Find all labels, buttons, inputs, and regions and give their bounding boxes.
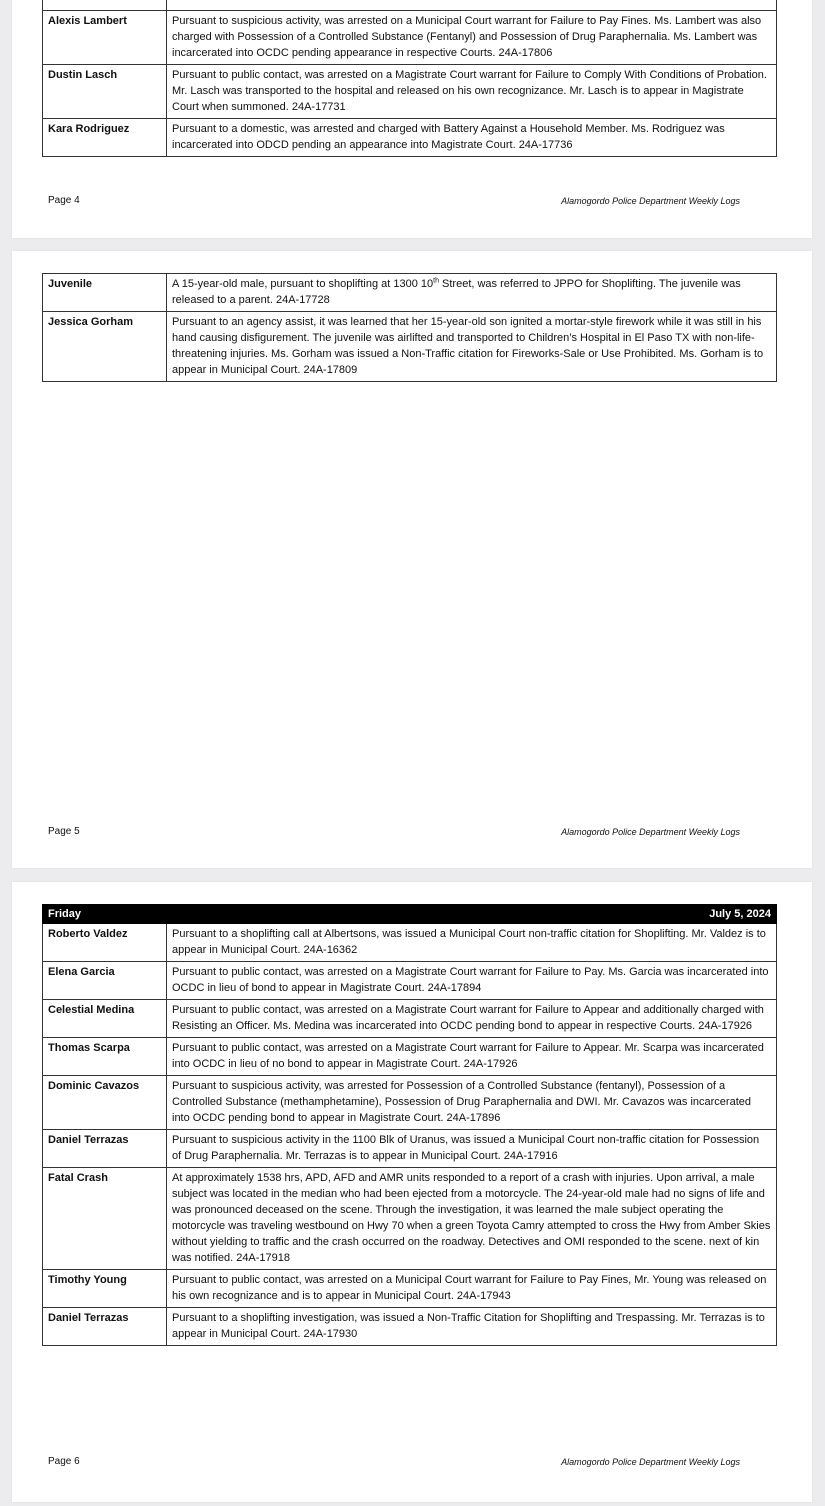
entry-description: Pursuant to public contact, was arrested on a Magistrate Court warrant for Failure to Comply With Conditions of Probation. Mr. Lasch was transported to the hospital and released on his own recognizance. Mr. Lasch is to appear in Magistrate Court when summoned. 24A-17731	[167, 65, 777, 119]
date-label: July 5, 2024	[167, 905, 777, 924]
entry-name: Fatal Crash	[43, 1168, 167, 1270]
entry-description: Pursuant to a shoplifting investigation, was issued a Non-Traffic Citation for Shoplifting and Trespassing. Mr. Terrazas is to appear in Municipal Court. 24A-17930	[167, 1308, 777, 1346]
log-table	[42, 273, 777, 382]
entry-description: A 15-year-old male, pursuant to shoplifting at 1300 10th Street, was referred to JPPO for Shoplifting. The juvenile was released to a parent. 24A-17728	[167, 274, 777, 312]
document-page-5	[12, 251, 812, 868]
entry-name: Celestial Medina	[43, 1000, 167, 1038]
document-page-6	[12, 882, 812, 1502]
entry-description: Pursuant to public contact, was arrested on a Magistrate Court warrant for Failure to Pay. Ms. Garcia was incarcerated into OCDC in lieu of bond to appear in Magistrate Court. 24A-17894	[167, 962, 777, 1000]
entry-name: Daniel Terrazas	[43, 1308, 167, 1346]
page-number: Page 4	[48, 195, 80, 206]
day-header-row	[43, 905, 777, 924]
table-row	[43, 312, 777, 382]
page-footer-title: Alamogordo Police Department Weekly Logs	[561, 196, 740, 206]
entry-name: Timothy Young	[43, 1270, 167, 1308]
entry-name: Elena Garcia	[43, 962, 167, 1000]
table-row	[43, 65, 777, 119]
page-number: Page 5	[48, 826, 80, 837]
entry-description: Pursuant to suspicious activity, was arrested for Possession of a Controlled Substance (fentanyl), Possession of a Controlled Substance (methamphetamine), Possession of Drug Paraphernalia and DWI. Mr. Cavazos was incarcerated into OCDC pending bond to appear in Magistrate Court. 24A-17896	[167, 1076, 777, 1130]
document-page-4	[12, 0, 812, 238]
entry-description: Pursuant to public contact, was arrested on a Magistrate Court warrant for Failure to Appear. Mr. Scarpa was incarcerated into OCDC in lieu of no bond to appear in Magistrate Court. 24A-17926	[167, 1038, 777, 1076]
entry-description: Pursuant to public contact, was arrested on a Magistrate Court warrant for Failure to Appear and additionally charged with Resisting an Officer. Ms. Medina was incarcerated into OCDC pending bond to appear in respective Courts. 24A-17926	[167, 1000, 777, 1038]
table-row	[43, 1168, 777, 1270]
table-row	[43, 924, 777, 962]
table-row	[43, 1000, 777, 1038]
entry-description: Pursuant to suspicious activity in the 1100 Blk of Uranus, was issued a Municipal Court non-traffic citation for Possession of Drug Paraphernalia. Mr. Terrazas is to appear in Municipal Court. 24A-17916	[167, 1130, 777, 1168]
table-row	[43, 119, 777, 157]
log-table	[42, 904, 777, 1346]
table-row	[43, 1308, 777, 1346]
day-label: Friday	[43, 905, 167, 924]
entry-description: Pursuant to a domestic, was arrested and charged with Battery Against a Household Member. Ms. Rodriguez was incarcerated into ODCD pending an appearance into Magistrate Court. 24A-17736	[167, 119, 777, 157]
entry-name: Thomas Scarpa	[43, 1038, 167, 1076]
entry-name: Alexis Lambert	[43, 11, 167, 65]
entry-description: At approximately 1538 hrs, APD, AFD and AMR units responded to a report of a crash with injuries. Upon arrival, a male subject was located in the median who had been ejected from a motorcycle. The 24-year-old male had no signs of life and was pronounced deceased on the scene. Through the investigation, it was learned the male subject operating the motorcycle was traveling westbound on Hwy 70 when a green Toyota Camry attempted to cross the Hwy from Amber Skies without yielding to traffic and the crash occurred on the roadway. Detectives and OMI responded to the scene. next of kin was notified. 24A-17918	[167, 1168, 777, 1270]
table-row	[43, 274, 777, 312]
entry-name: Jessica Gorham	[43, 312, 167, 382]
page-footer-title: Alamogordo Police Department Weekly Logs	[561, 1457, 740, 1467]
entry-name: Daniel Terrazas	[43, 1130, 167, 1168]
entry-description: Pursuant to public contact, was arrested on a Municipal Court warrant for Failure to Pay Fines, Mr. Young was released on his own recognizance and is to appear in Municipal Court. 24A-17943	[167, 1270, 777, 1308]
table-row	[43, 11, 777, 65]
entry-name: Juvenile	[43, 274, 167, 312]
entry-description: Pursuant to a shoplifting call at Albertsons, was issued a Municipal Court non-traffic citation for Shoplifting. Mr. Valdez is to appear in Municipal Court. 24A-16362	[167, 924, 777, 962]
table-row	[43, 1130, 777, 1168]
page-footer-title: Alamogordo Police Department Weekly Logs	[561, 827, 740, 837]
table-row	[43, 962, 777, 1000]
entry-description: Pursuant to an agency assist, it was learned that her 15-year-old son ignited a mortar-style firework while it was still in his hand causing disfigurement. The juvenile was airlifted and transported to Children’s Hospital in El Paso TX with non-life-threatening injuries. Ms. Gorham was issued a Non-Traffic citation for Fireworks-Sale or Use Prohibited. Ms. Gorham is to appear in Municipal Court. 24A-17809	[167, 312, 777, 382]
entry-name: Roberto Valdez	[43, 924, 167, 962]
page-number: Page 6	[48, 1456, 80, 1467]
entry-description: Pursuant to suspicious activity, was arrested on a Municipal Court warrant for Failure to Pay Fines. Ms. Lambert was also charged with Possession of a Controlled Substance (Fentanyl) and Possession of Drug Paraphernalia. Ms. Lambert was incarcerated into OCDC pending appearance in respective Courts. 24A-17806	[167, 11, 777, 65]
table-row	[43, 1270, 777, 1308]
log-table	[42, 0, 777, 157]
table-row	[43, 1076, 777, 1130]
entry-name: Dominic Cavazos	[43, 1076, 167, 1130]
entry-name: Dustin Lasch	[43, 65, 167, 119]
table-row	[43, 0, 777, 11]
entry-name: Kara Rodriguez	[43, 119, 167, 157]
table-row	[43, 1038, 777, 1076]
